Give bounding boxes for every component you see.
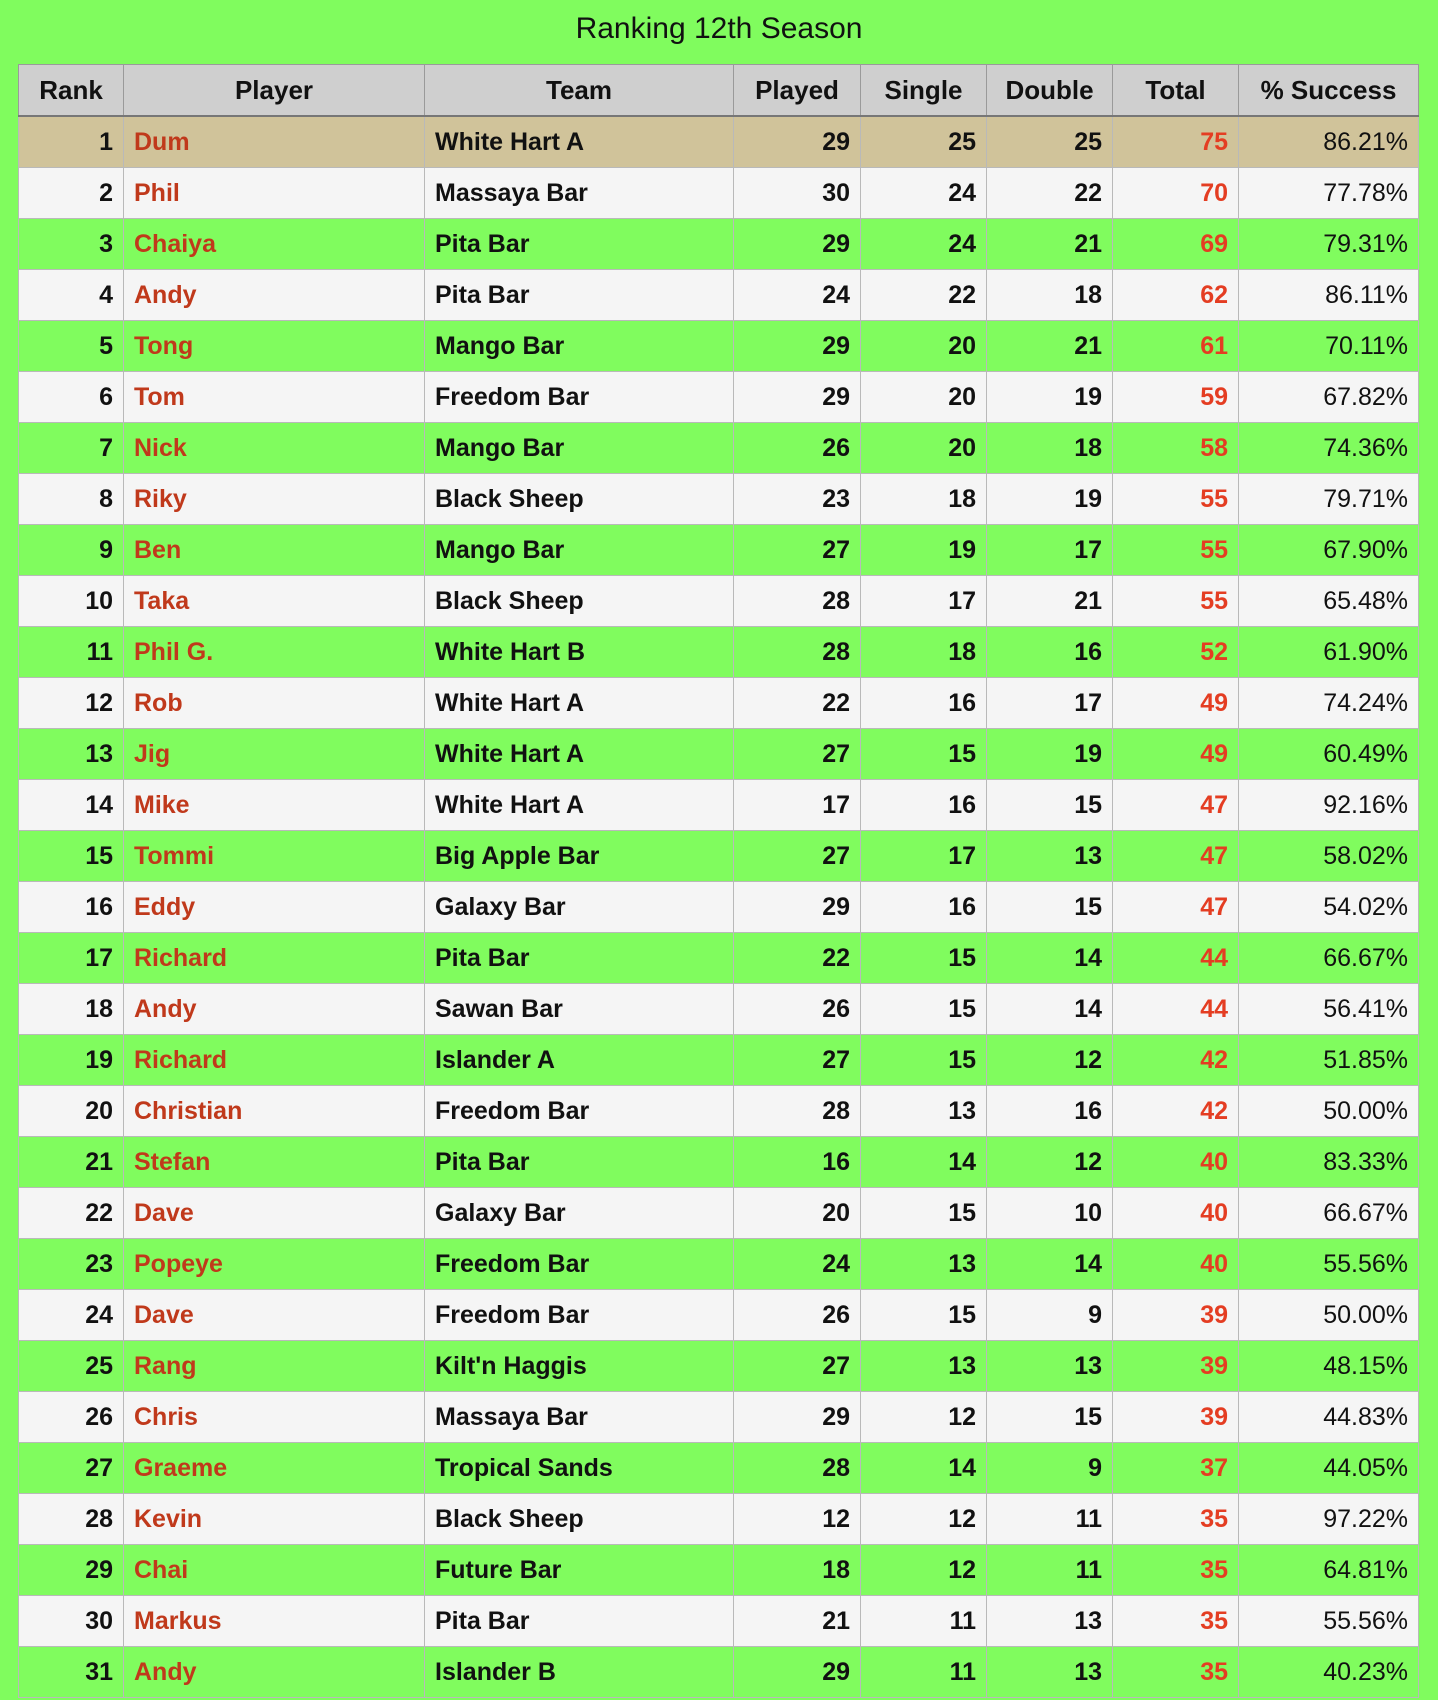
cell-total: 69 [1113,219,1239,270]
cell-double: 14 [987,1239,1113,1290]
table-row [19,780,1419,831]
table-row [19,1086,1419,1137]
cell-player: Phil [124,168,425,219]
cell-single: 14 [861,1443,987,1494]
cell-played: 27 [734,831,861,882]
cell-rank: 4 [19,270,124,321]
cell-double: 13 [987,1596,1113,1647]
cell-team: Pita Bar [425,270,734,321]
cell-team: Freedom Bar [425,1239,734,1290]
cell-total: 61 [1113,321,1239,372]
cell-single: 15 [861,1188,987,1239]
cell-rank: 21 [19,1137,124,1188]
cell-total: 55 [1113,474,1239,525]
cell-single: 24 [861,168,987,219]
cell-player: Jig [124,729,425,780]
cell-total: 58 [1113,423,1239,474]
cell-rank: 5 [19,321,124,372]
cell-success: 79.71% [1239,474,1419,525]
cell-played: 22 [734,933,861,984]
cell-team: Galaxy Bar [425,882,734,933]
cell-double: 22 [987,168,1113,219]
cell-total: 35 [1113,1647,1239,1698]
cell-single: 18 [861,627,987,678]
cell-rank: 13 [19,729,124,780]
cell-double: 14 [987,933,1113,984]
cell-single: 15 [861,729,987,780]
table-row [19,423,1419,474]
cell-team: Big Apple Bar [425,831,734,882]
cell-double: 12 [987,1035,1113,1086]
cell-rank: 19 [19,1035,124,1086]
cell-double: 11 [987,1494,1113,1545]
cell-team: White Hart B [425,627,734,678]
cell-player: Mike [124,780,425,831]
cell-total: 42 [1113,1035,1239,1086]
cell-played: 29 [734,116,861,168]
cell-player: Stefan [124,1137,425,1188]
cell-played: 29 [734,1392,861,1443]
cell-played: 28 [734,1086,861,1137]
cell-player: Dum [124,116,425,168]
cell-double: 16 [987,627,1113,678]
cell-rank: 16 [19,882,124,933]
cell-team: Mango Bar [425,423,734,474]
cell-total: 35 [1113,1596,1239,1647]
table-row [19,270,1419,321]
cell-double: 19 [987,474,1113,525]
cell-total: 47 [1113,882,1239,933]
cell-success: 67.82% [1239,372,1419,423]
cell-player: Nick [124,423,425,474]
cell-rank: 17 [19,933,124,984]
cell-total: 40 [1113,1137,1239,1188]
cell-success: 92.16% [1239,780,1419,831]
cell-double: 18 [987,423,1113,474]
cell-single: 15 [861,933,987,984]
cell-double: 10 [987,1188,1113,1239]
cell-double: 11 [987,1545,1113,1596]
cell-team: Tropical Sands [425,1443,734,1494]
cell-rank: 14 [19,780,124,831]
cell-double: 19 [987,729,1113,780]
table-row [19,1494,1419,1545]
cell-team: Kilt'n Haggis [425,1341,734,1392]
cell-played: 21 [734,1596,861,1647]
cell-double: 15 [987,882,1113,933]
cell-total: 35 [1113,1545,1239,1596]
cell-player: Phil G. [124,627,425,678]
cell-player: Ben [124,525,425,576]
cell-success: 74.36% [1239,423,1419,474]
cell-rank: 23 [19,1239,124,1290]
cell-single: 20 [861,423,987,474]
cell-team: Black Sheep [425,474,734,525]
cell-rank: 29 [19,1545,124,1596]
cell-team: Galaxy Bar [425,1188,734,1239]
cell-rank: 10 [19,576,124,627]
cell-played: 23 [734,474,861,525]
cell-single: 15 [861,984,987,1035]
cell-played: 29 [734,372,861,423]
cell-success: 50.00% [1239,1086,1419,1137]
table-row [19,1647,1419,1698]
cell-player: Rob [124,678,425,729]
cell-double: 13 [987,1647,1113,1698]
cell-single: 11 [861,1647,987,1698]
table-row [19,1392,1419,1443]
cell-rank: 12 [19,678,124,729]
cell-player: Andy [124,270,425,321]
cell-player: Taka [124,576,425,627]
cell-played: 29 [734,882,861,933]
cell-double: 21 [987,219,1113,270]
table-row [19,729,1419,780]
cell-total: 44 [1113,984,1239,1035]
cell-player: Tommi [124,831,425,882]
cell-player: Andy [124,984,425,1035]
cell-success: 66.67% [1239,933,1419,984]
table-row [19,627,1419,678]
cell-rank: 8 [19,474,124,525]
cell-player: Tom [124,372,425,423]
cell-rank: 1 [19,116,124,168]
header-success[interactable]: % Success [1239,65,1419,117]
cell-team: Mango Bar [425,525,734,576]
cell-rank: 18 [19,984,124,1035]
cell-team: Pita Bar [425,933,734,984]
cell-success: 67.90% [1239,525,1419,576]
cell-team: Massaya Bar [425,1392,734,1443]
cell-success: 55.56% [1239,1596,1419,1647]
cell-rank: 15 [19,831,124,882]
cell-total: 70 [1113,168,1239,219]
cell-played: 22 [734,678,861,729]
cell-total: 49 [1113,678,1239,729]
cell-team: Black Sheep [425,1494,734,1545]
cell-player: Dave [124,1188,425,1239]
cell-double: 17 [987,678,1113,729]
cell-single: 15 [861,1035,987,1086]
cell-single: 20 [861,321,987,372]
cell-played: 28 [734,1443,861,1494]
cell-single: 12 [861,1494,987,1545]
cell-single: 19 [861,525,987,576]
cell-success: 40.23% [1239,1647,1419,1698]
cell-total: 39 [1113,1341,1239,1392]
cell-total: 39 [1113,1290,1239,1341]
table-row [19,219,1419,270]
cell-double: 12 [987,1137,1113,1188]
cell-single: 12 [861,1545,987,1596]
table-header-row [19,65,1419,117]
table-row [19,1545,1419,1596]
cell-rank: 6 [19,372,124,423]
cell-played: 29 [734,321,861,372]
table-row [19,1188,1419,1239]
cell-played: 16 [734,1137,861,1188]
cell-success: 86.21% [1239,116,1419,168]
cell-team: White Hart A [425,678,734,729]
cell-success: 74.24% [1239,678,1419,729]
cell-played: 29 [734,219,861,270]
cell-double: 14 [987,984,1113,1035]
cell-player: Richard [124,1035,425,1086]
cell-rank: 11 [19,627,124,678]
cell-team: White Hart A [425,780,734,831]
cell-total: 39 [1113,1392,1239,1443]
cell-team: White Hart A [425,729,734,780]
cell-success: 83.33% [1239,1137,1419,1188]
cell-single: 17 [861,831,987,882]
cell-total: 47 [1113,831,1239,882]
cell-played: 26 [734,1290,861,1341]
cell-success: 65.48% [1239,576,1419,627]
cell-success: 64.81% [1239,1545,1419,1596]
cell-team: Freedom Bar [425,372,734,423]
header-single[interactable]: Single [861,65,987,117]
cell-single: 17 [861,576,987,627]
cell-double: 21 [987,576,1113,627]
cell-success: 70.11% [1239,321,1419,372]
cell-total: 62 [1113,270,1239,321]
table-row [19,678,1419,729]
cell-team: Pita Bar [425,219,734,270]
ranking-table [18,64,1419,1698]
cell-team: Mango Bar [425,321,734,372]
header-player[interactable]: Player [124,65,425,117]
cell-total: 55 [1113,525,1239,576]
table-row [19,1239,1419,1290]
table-row [19,168,1419,219]
cell-rank: 27 [19,1443,124,1494]
cell-single: 25 [861,116,987,168]
table-row [19,933,1419,984]
cell-player: Andy [124,1647,425,1698]
cell-team: Sawan Bar [425,984,734,1035]
cell-total: 49 [1113,729,1239,780]
cell-player: Christian [124,1086,425,1137]
cell-team: Massaya Bar [425,168,734,219]
table-row [19,1035,1419,1086]
cell-double: 15 [987,1392,1113,1443]
cell-total: 37 [1113,1443,1239,1494]
cell-played: 27 [734,729,861,780]
cell-rank: 30 [19,1596,124,1647]
cell-success: 58.02% [1239,831,1419,882]
cell-played: 17 [734,780,861,831]
cell-played: 28 [734,576,861,627]
table-row [19,372,1419,423]
table-row [19,1137,1419,1188]
cell-played: 26 [734,984,861,1035]
table-row [19,984,1419,1035]
table-row [19,1443,1419,1494]
cell-played: 24 [734,270,861,321]
cell-player: Markus [124,1596,425,1647]
cell-total: 42 [1113,1086,1239,1137]
cell-success: 56.41% [1239,984,1419,1035]
cell-played: 27 [734,525,861,576]
cell-rank: 20 [19,1086,124,1137]
cell-success: 44.83% [1239,1392,1419,1443]
header-played[interactable]: Played [734,65,861,117]
cell-success: 61.90% [1239,627,1419,678]
cell-total: 40 [1113,1239,1239,1290]
page-title: Ranking 12th Season [575,12,863,45]
cell-team: Black Sheep [425,576,734,627]
cell-single: 16 [861,678,987,729]
cell-double: 25 [987,116,1113,168]
cell-double: 15 [987,780,1113,831]
cell-success: 48.15% [1239,1341,1419,1392]
cell-rank: 24 [19,1290,124,1341]
cell-success: 60.49% [1239,729,1419,780]
cell-player: Graeme [124,1443,425,1494]
cell-single: 12 [861,1392,987,1443]
cell-played: 26 [734,423,861,474]
cell-player: Kevin [124,1494,425,1545]
cell-team: Islander B [425,1647,734,1698]
cell-total: 47 [1113,780,1239,831]
table-row [19,1290,1419,1341]
cell-rank: 28 [19,1494,124,1545]
cell-success: 79.31% [1239,219,1419,270]
cell-total: 44 [1113,933,1239,984]
table-row [19,321,1419,372]
cell-total: 59 [1113,372,1239,423]
cell-single: 18 [861,474,987,525]
cell-player: Chai [124,1545,425,1596]
cell-total: 55 [1113,576,1239,627]
cell-player: Popeye [124,1239,425,1290]
table-row [19,525,1419,576]
cell-double: 17 [987,525,1113,576]
cell-single: 15 [861,1290,987,1341]
cell-rank: 22 [19,1188,124,1239]
cell-played: 28 [734,627,861,678]
cell-rank: 31 [19,1647,124,1698]
cell-team: Pita Bar [425,1137,734,1188]
cell-player: Chaiya [124,219,425,270]
cell-success: 44.05% [1239,1443,1419,1494]
cell-rank: 2 [19,168,124,219]
cell-played: 18 [734,1545,861,1596]
cell-single: 24 [861,219,987,270]
cell-player: Eddy [124,882,425,933]
cell-total: 52 [1113,627,1239,678]
cell-success: 54.02% [1239,882,1419,933]
cell-player: Richard [124,933,425,984]
cell-total: 40 [1113,1188,1239,1239]
cell-team: White Hart A [425,116,734,168]
cell-rank: 26 [19,1392,124,1443]
cell-double: 9 [987,1290,1113,1341]
table-row [19,831,1419,882]
cell-total: 75 [1113,116,1239,168]
cell-success: 51.85% [1239,1035,1419,1086]
header-double[interactable]: Double [987,65,1113,117]
cell-rank: 7 [19,423,124,474]
cell-team: Islander A [425,1035,734,1086]
cell-single: 16 [861,882,987,933]
header-total[interactable]: Total [1113,65,1239,117]
cell-rank: 25 [19,1341,124,1392]
cell-single: 20 [861,372,987,423]
cell-player: Rang [124,1341,425,1392]
cell-success: 66.67% [1239,1188,1419,1239]
cell-single: 22 [861,270,987,321]
cell-single: 13 [861,1341,987,1392]
table-row [19,1596,1419,1647]
cell-double: 16 [987,1086,1113,1137]
cell-double: 19 [987,372,1113,423]
cell-played: 24 [734,1239,861,1290]
cell-player: Riky [124,474,425,525]
table-body [19,116,1419,1698]
cell-success: 97.22% [1239,1494,1419,1545]
cell-team: Freedom Bar [425,1290,734,1341]
table-row [19,116,1419,168]
cell-played: 20 [734,1188,861,1239]
table-row [19,882,1419,933]
table-row [19,474,1419,525]
cell-rank: 9 [19,525,124,576]
cell-total: 35 [1113,1494,1239,1545]
cell-single: 16 [861,780,987,831]
cell-player: Tong [124,321,425,372]
cell-played: 27 [734,1341,861,1392]
cell-single: 14 [861,1137,987,1188]
cell-double: 21 [987,321,1113,372]
cell-success: 77.78% [1239,168,1419,219]
table-row [19,576,1419,627]
table-row [19,1341,1419,1392]
cell-player: Chris [124,1392,425,1443]
header-rank[interactable]: Rank [19,65,124,117]
cell-played: 27 [734,1035,861,1086]
cell-team: Freedom Bar [425,1086,734,1137]
cell-team: Pita Bar [425,1596,734,1647]
cell-double: 13 [987,831,1113,882]
cell-success: 86.11% [1239,270,1419,321]
cell-success: 50.00% [1239,1290,1419,1341]
cell-single: 13 [861,1239,987,1290]
cell-double: 13 [987,1341,1113,1392]
cell-rank: 3 [19,219,124,270]
cell-single: 13 [861,1086,987,1137]
cell-double: 9 [987,1443,1113,1494]
cell-played: 12 [734,1494,861,1545]
cell-played: 30 [734,168,861,219]
cell-played: 29 [734,1647,861,1698]
cell-team: Future Bar [425,1545,734,1596]
cell-double: 18 [987,270,1113,321]
cell-player: Dave [124,1290,425,1341]
header-team[interactable]: Team [425,65,734,117]
cell-success: 55.56% [1239,1239,1419,1290]
cell-single: 11 [861,1596,987,1647]
